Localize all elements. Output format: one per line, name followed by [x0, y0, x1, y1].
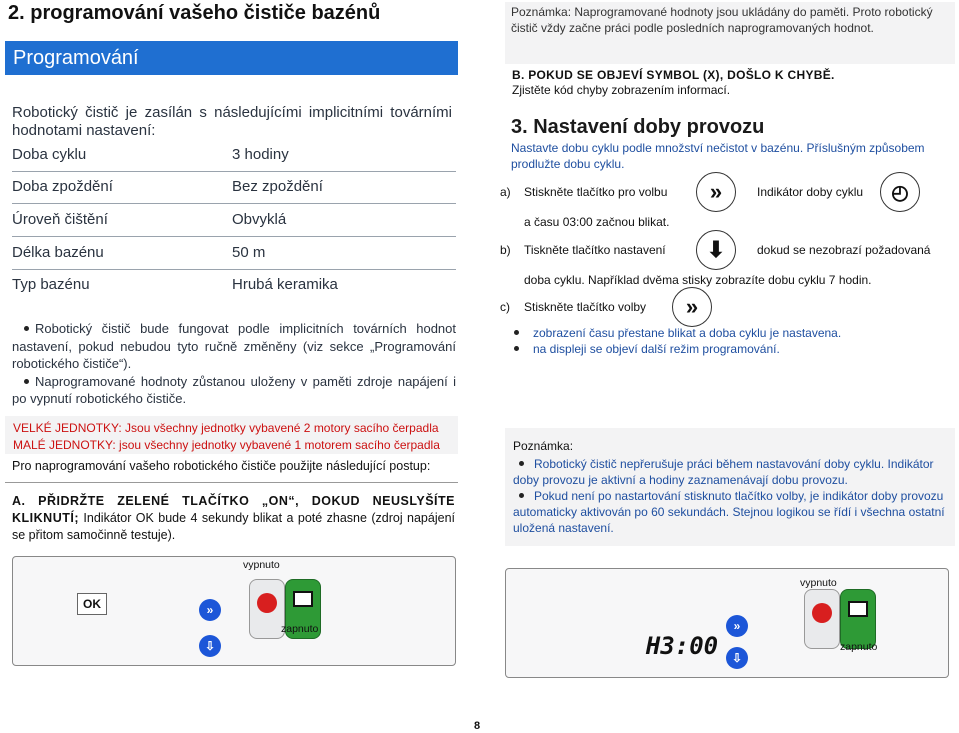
list-item: Robotický čistič nepřerušuje práci během nastavování doby cyklu. Indikátor doby provozu je aktivní a hodiny zaznamenávají dobu provozu. [513, 457, 934, 487]
error-b-text: Zjistěte kód chyby zobrazením informací. [512, 83, 731, 97]
settings-row [12, 140, 456, 172]
error-b [512, 68, 835, 98]
section-bar: Programování [5, 41, 458, 75]
setting-value: Obvyklá [232, 211, 287, 228]
clock-icon: ◴ [880, 172, 920, 212]
select-button[interactable]: » [726, 615, 748, 637]
forward-icon[interactable]: » [696, 172, 736, 212]
note-bottom [505, 428, 955, 546]
section-3-intro: Nastavte dobu cyklu podle množství nečistot v bazénu. Příslušným způsobem prodlužte dobu cyklu. [511, 141, 925, 171]
cycle-indicator-label: Indikátor doby cyklu [757, 185, 864, 199]
procedure-intro: Pro naprogramování vašeho robotického čističe použijte následující postup: [12, 459, 431, 473]
units-big: VELKÉ JEDNOTKY: Jsou všechny jednotky vybavené 2 motory sacího čerpadla [13, 421, 439, 435]
setting-label: Úroveň čištění [12, 211, 108, 228]
forward-icon[interactable]: » [672, 287, 712, 327]
list-item: na displeji se objeví další režim programování. [512, 341, 952, 357]
control-panel-right [505, 568, 949, 678]
power-off-icon [257, 593, 277, 613]
setting-label: Typ bazénu [12, 276, 90, 293]
setting-label: Délka bazénu [12, 244, 104, 261]
error-b-caps: B. POKUD SE OBJEVÍ SYMBOL (X), DOŠLO K CHYBĚ. [512, 68, 835, 82]
power-on-icon [848, 601, 868, 617]
time-display: H3:00 [645, 632, 719, 660]
list-item: Pokud není po nastartování stisknuto tlačítko volby, je indikátor doby provozu automaticky aktivován po 60 sekundách. Stejnou logikou se řídí i všechna ostatní uložená nastavení. [513, 489, 945, 535]
power-off-icon [812, 603, 832, 623]
settings-row [12, 172, 456, 204]
select-button[interactable]: » [199, 599, 221, 621]
units-small: MALÉ JEDNOTKY: jsou všechny jednotky vybavené 1 motorem sacího čerpadla [13, 438, 440, 452]
settings-row [12, 205, 456, 237]
setting-value: Bez zpoždění [232, 178, 323, 195]
bullet-icon [519, 493, 524, 498]
note-top: Poznámka: Naprogramované hodnoty jsou ukládány do paměti. Proto robotický čistič vždy začne práci podle posledních naprogramovaných hodnot. [505, 2, 955, 64]
bullet-icon [24, 326, 29, 331]
control-panel-left [12, 556, 456, 666]
power-on-icon [293, 591, 313, 607]
down-arrow-icon[interactable]: ⬇ [696, 230, 736, 270]
off-label: vypnuto [800, 577, 837, 589]
step-a-label: Stiskněte tlačítko pro volbu [524, 185, 668, 199]
on-label: zapnuto [281, 623, 319, 635]
set-button[interactable]: ⇩ [199, 635, 221, 657]
setting-label: Doba cyklu [12, 146, 87, 163]
intro-text: Robotický čistič je zasílán s následujícími implicitními továrními hodnotami nastavení: [12, 104, 452, 139]
page-title: 2. programování vašeho čističe bazénů [8, 2, 381, 24]
step-a [12, 493, 455, 544]
step-a-text: Indikátor OK bude 4 sekundy blikat a poté zhasne (zdroj napájení se přitom samočinně testuje). [12, 511, 455, 542]
setting-value: Hrubá keramika [232, 276, 338, 293]
step-c-letter: c) [500, 300, 510, 314]
page-number: 8 [474, 720, 481, 732]
list-item: Robotický čistič bude fungovat podle implicitních továrních hodnot nastavení, pokud nebudou tyto ručně změněny (viz sekce „Programování robotického čističe“). [12, 321, 456, 371]
step-a-cont: a času 03:00 začnou blikat. [524, 215, 670, 229]
settings-row [12, 238, 456, 270]
bullet-icon [514, 346, 519, 351]
step-b-letter: b) [500, 243, 511, 257]
bullet-list-right [512, 325, 952, 357]
set-button[interactable]: ⇩ [726, 647, 748, 669]
off-label: vypnuto [243, 559, 280, 571]
setting-value: 50 m [232, 244, 266, 261]
setting-label: Doba zpoždění [12, 178, 113, 195]
step-b-cont: doba cyklu. Například dvěma stisky zobrazíte dobu cyklu 7 hodin. [524, 273, 872, 287]
step-b-tail: dokud se nezobrazí požadovaná [757, 243, 931, 257]
divider [5, 482, 458, 483]
list-item: zobrazení času přestane blikat a doba cyklu je nastavena. [512, 325, 952, 341]
bullet-list-left [12, 320, 456, 408]
step-b-label: Tiskněte tlačítko nastavení [524, 243, 666, 257]
bullet-icon [24, 379, 29, 384]
step-a-caps: A. PŘIDRŽTE ZELENÉ TLAČÍTKO „ON“, DOKUD NEUSLYŠÍTE KLIKNUTÍ; [12, 494, 455, 525]
setting-value: 3 hodiny [232, 146, 289, 163]
units-box [5, 416, 458, 454]
section-3-title: 3. Nastavení doby provozu [511, 116, 765, 138]
bullet-icon [519, 461, 524, 466]
bullet-icon [514, 330, 519, 335]
note-bottom-head: Poznámka: [513, 439, 574, 453]
settings-row [12, 270, 456, 302]
step-a-letter: a) [500, 185, 511, 199]
on-tile[interactable] [840, 589, 876, 649]
ok-indicator: OK [77, 593, 107, 615]
list-item: Naprogramované hodnoty zůstanou uloženy v paměti zdroje napájení i po vypnutí robotického čističe. [12, 373, 456, 406]
step-c-label: Stiskněte tlačítko volby [524, 300, 647, 314]
on-label: zapnuto [840, 641, 878, 653]
